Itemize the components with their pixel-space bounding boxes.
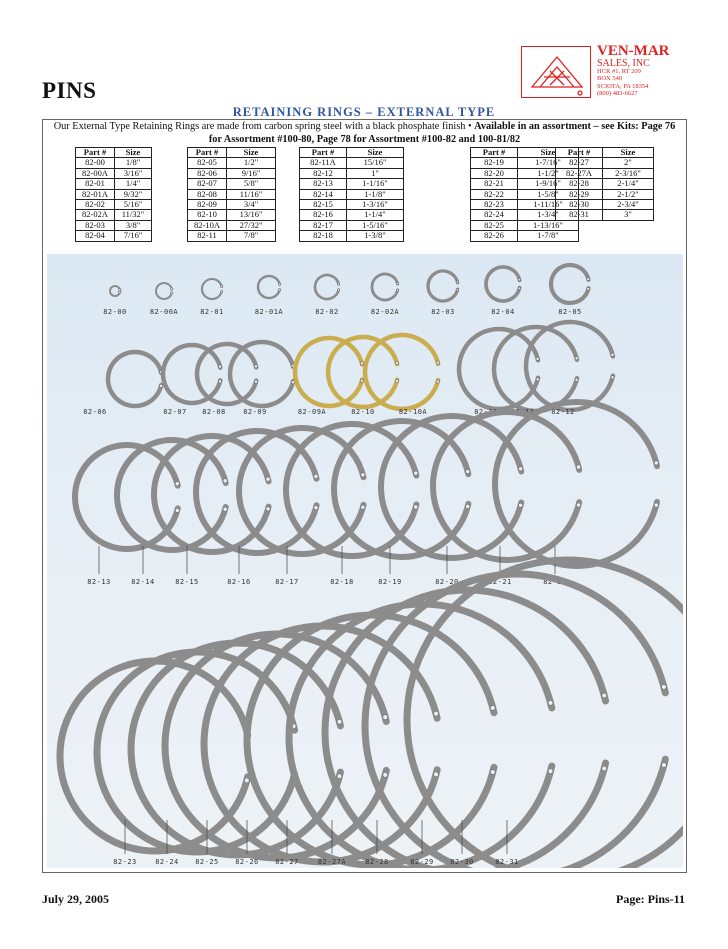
part-number-cell: 82-15 (300, 200, 347, 210)
table-row (76, 200, 152, 210)
table-header-row (556, 148, 654, 158)
size-cell: 2-1/4" (603, 179, 654, 189)
footer-date: July 29, 2005 (42, 892, 110, 906)
part-number-cell: 82-00A (76, 168, 115, 178)
retaining-ring (428, 271, 459, 301)
ring-part-label: 82-18 (330, 578, 354, 586)
size-cell: 1-1/4" (347, 210, 404, 220)
part-number-cell: 82-20 (471, 168, 518, 178)
part-number-cell: 82-25 (471, 220, 518, 230)
part-number-cell: 82-17 (300, 220, 347, 230)
part-number-header: Part # (76, 148, 115, 158)
size-header: Size (603, 148, 654, 158)
ring-part-label: 82-21 (488, 578, 512, 586)
ring-part-label: 82-00A (149, 308, 179, 316)
table-header-row (188, 148, 276, 158)
logo-phone: (800) 483-6627 (597, 90, 638, 98)
ring-part-label: 82-02A (370, 308, 400, 316)
retaining-ring (315, 275, 340, 299)
size-cell: 1-11/16" (518, 200, 579, 210)
part-number-cell: 82-22 (471, 189, 518, 199)
size-cell: 1" (347, 168, 404, 178)
table-row (76, 158, 152, 168)
size-cell: 3/16" (115, 168, 152, 178)
size-cell: 1-3/4" (518, 210, 579, 220)
ring-part-label: 82-10 (351, 408, 375, 416)
size-cell: 13/16" (227, 210, 276, 220)
part-number-cell: 82-10 (188, 210, 227, 220)
ring-part-label: 82-12 (551, 408, 575, 416)
part-number-header: Part # (471, 148, 518, 158)
part-number-cell: 82-26 (471, 231, 518, 241)
size-cell: 27/32" (227, 220, 276, 230)
ring-part-label: 82-29 (410, 858, 434, 866)
part-number-cell: 82-05 (188, 158, 227, 168)
table-row (76, 231, 152, 241)
retaining-ring (551, 265, 590, 303)
table-row (188, 158, 276, 168)
table-header-row (76, 148, 152, 158)
retaining-ring (247, 615, 495, 865)
footer-page-number: Page: Pins-11 (616, 892, 685, 906)
part-number-cell: 82-11 (188, 231, 227, 241)
logo-company-sub: SALES, INC (597, 58, 650, 69)
size-cell: 1-1/2" (518, 168, 579, 178)
ring-part-label: 82-02 (315, 308, 339, 316)
ring-part-label: 82-28 (365, 858, 389, 866)
part-number-cell: 82-00 (76, 158, 115, 168)
part-number-cell: 82-01A (76, 189, 115, 199)
part-number-cell: 82-11A (300, 158, 347, 168)
table-row (556, 189, 654, 199)
part-number-cell: 82-12 (300, 168, 347, 178)
size-cell: 3/8" (115, 220, 152, 230)
logo-address-line: HCR #1, RT 209 (597, 68, 641, 75)
ring-part-label: 82-13 (87, 578, 111, 586)
size-table-2 (187, 147, 276, 242)
size-cell: 1/4" (115, 179, 152, 189)
retaining-ring (495, 402, 658, 566)
size-cell: 1-3/8" (347, 231, 404, 241)
ring-part-label: 82-01A (254, 308, 284, 316)
table-row (188, 189, 276, 199)
retaining-ring (365, 335, 439, 409)
size-cell: 1-9/16" (518, 179, 579, 189)
retaining-ring (197, 344, 258, 404)
part-number-cell: 82-30 (556, 200, 603, 210)
size-cell: 1-3/16" (347, 200, 404, 210)
table-row (76, 189, 152, 199)
ring-part-label: 82-15 (175, 578, 199, 586)
table-row (300, 158, 404, 168)
table-row (556, 179, 654, 189)
part-number-cell: 82-24 (471, 210, 518, 220)
size-cell: 1-7/16" (518, 158, 579, 168)
ring-part-label: 82-11 (474, 408, 498, 416)
table-row (188, 220, 276, 230)
ring-part-label: 82-17 (275, 578, 299, 586)
part-number-cell: 82-06 (188, 168, 227, 178)
ring-part-label: 82-27 (275, 858, 299, 866)
part-number-cell: 82-02A (76, 210, 115, 220)
size-cell: 2" (603, 158, 654, 168)
intro-plain: Our External Type Retaining Rings are made from carbon spring steel with a black phosphate finish • (53, 121, 475, 132)
part-number-cell: 82-27 (556, 158, 603, 168)
logo-address-line: SCIOTA, PA 18354 (597, 82, 649, 90)
ring-part-label: 82-14 (131, 578, 155, 586)
retaining-ring (258, 276, 281, 298)
ring-part-label: 82-22 (543, 578, 567, 586)
ring-part-label: 82-01 (200, 308, 224, 316)
part-number-cell: 82-27A (556, 168, 603, 178)
table-row (471, 231, 579, 241)
size-cell: 9/32" (115, 189, 152, 199)
size-cell: 7/8" (227, 231, 276, 241)
size-cell: 11/16" (227, 189, 276, 199)
ring-part-label: 82-16 (227, 578, 251, 586)
ring-part-label: 82-11A (510, 408, 540, 416)
table-row (188, 210, 276, 220)
part-number-cell: 82-09 (188, 200, 227, 210)
size-cell: 7/16" (115, 231, 152, 241)
size-cell: 15/16" (347, 158, 404, 168)
ring-part-label: 82-00 (103, 308, 127, 316)
table-row (300, 210, 404, 220)
part-number-cell: 82-29 (556, 189, 603, 199)
size-header: Size (518, 148, 579, 158)
table-row (76, 210, 152, 220)
part-number-cell: 82-28 (556, 179, 603, 189)
table-row (300, 168, 404, 178)
part-number-cell: 82-19 (471, 158, 518, 168)
size-header: Size (347, 148, 404, 158)
ring-part-label: 82-07 (163, 408, 187, 416)
size-cell: 1-7/8" (518, 231, 579, 241)
size-header: Size (115, 148, 152, 158)
size-cell: 2-3/16" (603, 168, 654, 178)
table-row (556, 200, 654, 210)
table-row (188, 231, 276, 241)
retaining-ring (289, 604, 553, 868)
size-cell: 1-5/16" (347, 220, 404, 230)
logo-company-name: VEN-MAR (597, 43, 670, 59)
size-cell: 11/32" (115, 210, 152, 220)
table-row (188, 200, 276, 210)
retaining-ring (372, 274, 399, 300)
part-number-cell: 82-21 (471, 179, 518, 189)
part-number-cell: 82-03 (76, 220, 115, 230)
size-cell: 5/16" (115, 200, 152, 210)
retaining-ring (108, 352, 163, 406)
ring-part-label: 82-23 (113, 858, 137, 866)
part-number-cell: 82-07 (188, 179, 227, 189)
ring-part-label: 82-20 (435, 578, 459, 586)
table-row (300, 200, 404, 210)
table-row (471, 220, 579, 230)
ring-part-label: 82-03 (431, 308, 455, 316)
size-cell: 1-5/8" (518, 189, 579, 199)
ring-part-label: 82-19 (378, 578, 402, 586)
size-cell: 1-1/16" (347, 179, 404, 189)
retaining-ring (156, 283, 173, 299)
table-row (188, 168, 276, 178)
part-number-cell: 82-10A (188, 220, 227, 230)
logo-address-line: BOX 540 (597, 75, 623, 83)
ring-part-label: 82-30 (450, 858, 474, 866)
retaining-ring (163, 345, 222, 403)
ring-part-label: 82-04 (491, 308, 515, 316)
section-banner: RETAINING RINGS – EXTERNAL TYPE (232, 105, 496, 119)
ring-part-label: 82-09A (297, 408, 327, 416)
ring-part-label: 82-31 (495, 858, 519, 866)
retaining-ring (202, 279, 223, 299)
size-table-1 (75, 147, 152, 242)
part-number-header: Part # (300, 148, 347, 158)
table-row (300, 179, 404, 189)
size-cell: 1/8" (115, 158, 152, 168)
intro-text (46, 121, 683, 146)
page-heading: PINS (42, 78, 97, 103)
table-row (556, 210, 654, 220)
table-header-row (300, 148, 404, 158)
ring-part-label: 82-09 (243, 408, 267, 416)
size-cell: 1-13/16" (518, 220, 579, 230)
rings-illustration (47, 254, 683, 868)
retaining-ring (230, 342, 294, 406)
retaining-ring (433, 412, 581, 560)
size-table-3 (299, 147, 404, 242)
part-number-header: Part # (188, 148, 227, 158)
part-number-cell: 82-16 (300, 210, 347, 220)
part-number-header: Part # (556, 148, 603, 158)
size-cell: 2-3/4" (603, 200, 654, 210)
table-row (76, 179, 152, 189)
table-row (300, 220, 404, 230)
part-number-cell: 82-14 (300, 189, 347, 199)
retaining-ring (486, 267, 521, 301)
table-row (556, 168, 654, 178)
retaining-ring (110, 286, 121, 296)
rings-photo (47, 254, 683, 868)
table-row (76, 220, 152, 230)
ring-part-label: 82-24 (155, 858, 179, 866)
size-cell: 1/2" (227, 158, 276, 168)
table-row (76, 168, 152, 178)
size-cell: 9/16" (227, 168, 276, 178)
size-cell: 5/8" (227, 179, 276, 189)
part-number-cell: 82-02 (76, 200, 115, 210)
table-row (300, 231, 404, 241)
part-number-cell: 82-01 (76, 179, 115, 189)
ring-part-label: 82-26 (235, 858, 259, 866)
part-number-cell: 82-18 (300, 231, 347, 241)
size-cell: 2-1/2" (603, 189, 654, 199)
ring-part-label: 82-08 (202, 408, 226, 416)
ring-part-label: 82-10A (398, 408, 428, 416)
logo-emblem (521, 46, 591, 98)
size-cell: 3" (603, 210, 654, 220)
table-row (300, 189, 404, 199)
ring-part-label: 82-06 (83, 408, 107, 416)
part-number-cell: 82-31 (556, 210, 603, 220)
ring-part-label: 82-25 (195, 858, 219, 866)
company-logo (521, 43, 688, 102)
size-cell: 1-1/8" (347, 189, 404, 199)
table-row (556, 158, 654, 168)
part-number-cell: 82-23 (471, 200, 518, 210)
part-number-cell: 82-04 (76, 231, 115, 241)
size-header: Size (227, 148, 276, 158)
intro-bold: Available in an assortment – see Kits: Page 76 for Assortment #100-80, Page 78 for Assortment #100-82 and 100-81/82 (208, 121, 676, 145)
part-number-cell: 82-08 (188, 189, 227, 199)
size-table-5 (555, 147, 654, 221)
logo-address (597, 68, 648, 98)
ring-part-label: 82-05 (558, 308, 582, 316)
table-row (188, 179, 276, 189)
ring-part-label: 82-27A (317, 858, 347, 866)
part-number-cell: 82-13 (300, 179, 347, 189)
size-cell: 3/4" (227, 200, 276, 210)
